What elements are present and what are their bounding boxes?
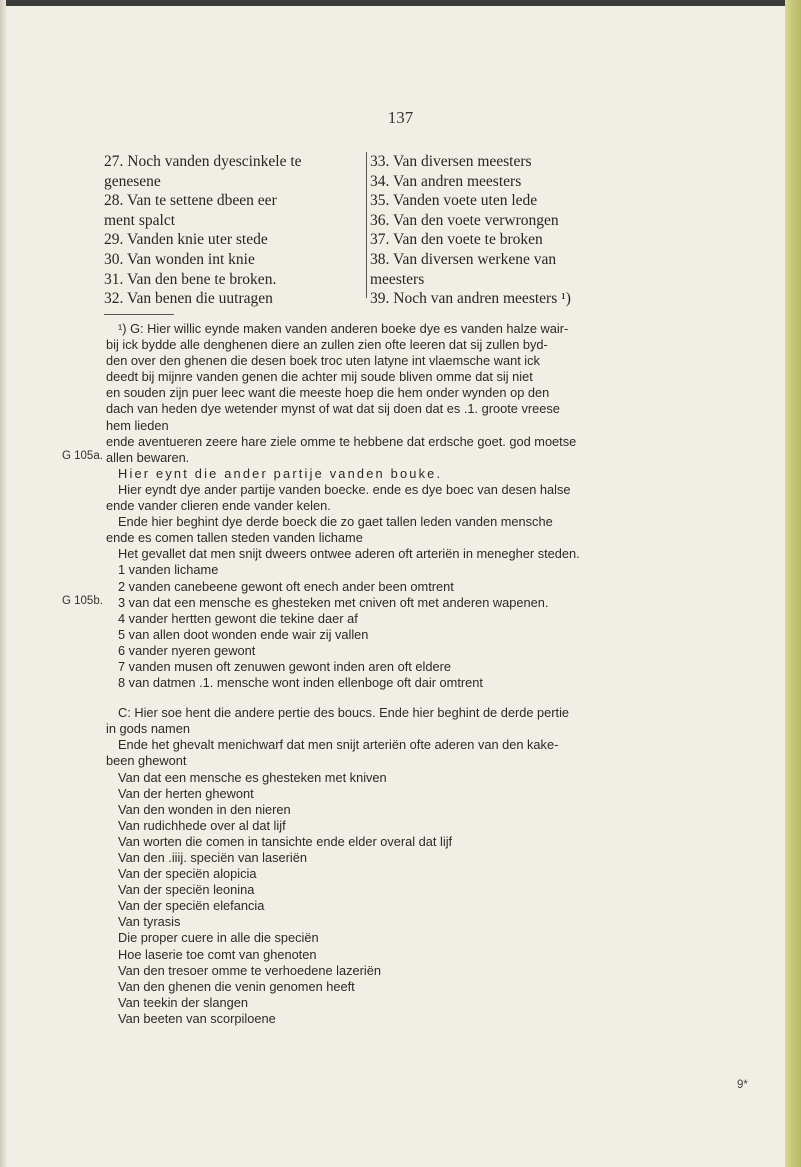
column-divider bbox=[366, 152, 367, 298]
scan-edge-top bbox=[0, 0, 801, 6]
list-item: 8 van datmen .1. mensche wont inden ellenboge oft dair omtrent bbox=[118, 675, 483, 691]
list-item: 4 vander hertten gewont die tekine daer af bbox=[118, 610, 358, 626]
text-line: bij ick bydde alle denghenen diere an zullen zien ofte leeren dat sij zullen byd- bbox=[106, 337, 548, 353]
text-line: Ende hier beghint dye derde boeck die zo gaet tallen leden vanden mensche bbox=[118, 514, 553, 530]
toc-line: 31. Van den bene te broken. bbox=[104, 270, 277, 288]
list-item: Van beeten van scorpiloene bbox=[118, 1010, 276, 1026]
page-number: 137 bbox=[387, 108, 414, 127]
text-line: C: Hier soe hent die andere pertie des boucs. Ende hier beghint de derde pertie bbox=[118, 705, 570, 721]
text-line: hem lieden bbox=[106, 417, 169, 433]
text-line: allen bewaren. bbox=[106, 449, 190, 465]
list-item: Van worten die comen in tansichte ende elder overal dat lijf bbox=[118, 833, 453, 849]
list-item: Van der speciën leonina bbox=[118, 882, 255, 898]
list-item: Van den wonden in den nieren bbox=[118, 801, 291, 817]
list-item: Hoe laserie toe comt van ghenoten bbox=[118, 946, 317, 962]
toc-line: 38. Van diversen werkene van bbox=[370, 250, 557, 268]
text-line: Hier eyndt dye ander partije vanden boecke. ende es dye boec van desen halse bbox=[118, 481, 571, 497]
list-item: Van den tresoer omme te verhoedene lazeriën bbox=[118, 962, 381, 978]
toc-line: 35. Vanden voete uten lede bbox=[370, 192, 538, 210]
toc-right-column bbox=[370, 152, 688, 309]
list-item: Van der speciën alopicia bbox=[118, 866, 257, 882]
list-item: 5 van allen doot wonden ende wair zij vallen bbox=[118, 626, 369, 642]
list-item: 2 vanden canebeene gewont oft enech ander been omtrent bbox=[118, 578, 454, 594]
list-item: 7 vanden musen oft zenuwen gewont inden aren oft eldere bbox=[118, 658, 451, 674]
margin-note-g105a: G 105a. bbox=[62, 450, 103, 462]
scan-edge-right bbox=[785, 0, 801, 1167]
spaced-heading: Hier eynt die ander partije vanden bouke. bbox=[118, 465, 443, 481]
list-item: 1 vanden lichame bbox=[118, 562, 219, 578]
list-item: Van teekin der slangen bbox=[118, 994, 248, 1010]
toc-line: 30. Van wonden int knie bbox=[104, 250, 255, 268]
text-line: en souden zijn puer leec want die meeste hoep die hem onder wynden op den bbox=[106, 385, 550, 401]
list-item: Van den .iiij. speciën van laseriën bbox=[118, 850, 307, 865]
toc-line: 37. Van den voete te broken bbox=[370, 231, 543, 249]
text-line: been ghewont bbox=[106, 753, 187, 769]
text-line: ende vander clieren ende vander kelen. bbox=[106, 498, 331, 514]
list-item: 3 van dat een mensche es ghesteken met cniven oft met anderen wapenen. bbox=[118, 594, 549, 610]
text-line: den over den ghenen die desen boek troc uten latyne int vlaemsche want ick bbox=[106, 353, 540, 369]
toc-line: 36. Van den voete verwrongen bbox=[370, 211, 559, 229]
toc-line: ment spalct bbox=[104, 211, 176, 229]
text-line: ¹) G: Hier willic eynde maken vanden anderen boeke dye es vanden halze wair- bbox=[118, 321, 569, 336]
footnote-rule bbox=[104, 314, 174, 315]
list-item: Van tyrasis bbox=[118, 914, 181, 930]
text-line: deedt bij mijnre vanden genen die achter mij soude bliven omme dat sij niet bbox=[106, 369, 533, 385]
margin-note-g105b: G 105b. bbox=[62, 595, 103, 607]
text-line: ende aventueren zeere hare ziele omme te hebbene dat erdsche goet. god moetse bbox=[106, 433, 577, 449]
list-item: Die proper cuere in alle die speciën bbox=[118, 930, 319, 946]
toc-line: 29. Vanden knie uter stede bbox=[104, 231, 268, 249]
list-item: 6 vander nyeren gewont bbox=[118, 642, 256, 658]
toc-left-column bbox=[104, 152, 362, 309]
signature-mark: 9* bbox=[737, 1079, 748, 1091]
text-line: in gods namen bbox=[106, 721, 190, 737]
paragraph-gap bbox=[106, 691, 706, 705]
footnote-body bbox=[106, 321, 706, 1027]
list-item: Van dat een mensche es ghesteken met kniven bbox=[118, 769, 387, 785]
text-line: dach van heden dye wetender mynst of wat dat sij doen dat es .1. groote vreese bbox=[106, 401, 560, 417]
list-item: Van den ghenen die venin genomen heeft bbox=[118, 978, 355, 994]
toc-line: 33. Van diversen meesters bbox=[370, 153, 532, 170]
text-line: Het gevallet dat men snijt dweers ontwee aderen oft arteriën in menegher steden. bbox=[118, 546, 580, 562]
toc-line: 32. Van benen die uutragen bbox=[104, 290, 273, 308]
text-line: ende es comen tallen steden vanden lichame bbox=[106, 530, 363, 546]
toc-line: 28. Van te settene dbeen eer bbox=[104, 192, 277, 210]
toc-line: genesene bbox=[104, 172, 161, 190]
toc-line: 34. Van andren meesters bbox=[370, 172, 522, 190]
list-item: Van der herten ghewont bbox=[118, 785, 254, 801]
scan-edge-left bbox=[0, 0, 6, 1167]
text-line: Ende het ghevalt menichwarf dat men snijt arteriën ofte aderen van den kake- bbox=[118, 737, 559, 753]
list-item: Van der speciën elefancia bbox=[118, 898, 265, 914]
toc-line: 39. Noch van andren meesters ¹) bbox=[370, 290, 571, 308]
toc-line: 27. Noch vanden dyescinkele te bbox=[104, 153, 302, 170]
list-item: Van rudichhede over al dat lijf bbox=[118, 817, 286, 833]
toc-line: meesters bbox=[370, 270, 425, 288]
